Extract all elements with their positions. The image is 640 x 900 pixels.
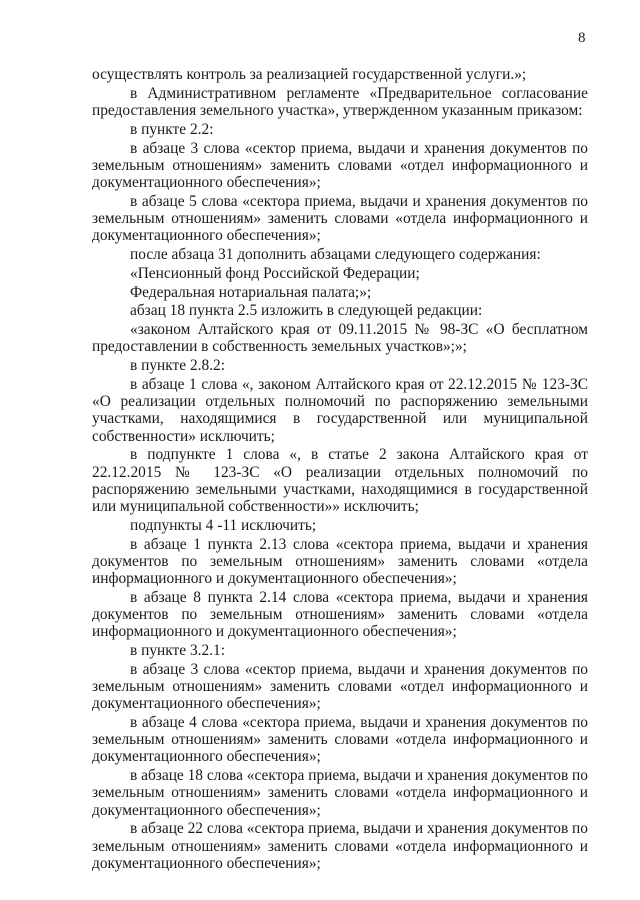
paragraph: в абзаце 18 слова «сектора приема, выдачи и хранения документов по земельным отношениям» заменить словами «отдела информационного и документационного обеспечения»;: [92, 767, 588, 819]
paragraph: в абзаце 8 пункта 2.14 слова «сектора приема, выдачи и хранения документов по земельным отношениям» заменить словами «отдела информационного и документационного обеспечения»;: [92, 588, 588, 641]
paragraph: в абзаце 1 пункта 2.13 слова «сектора приема, выдачи и хранения документов по земельным отношениям» заменить словами «отдела информационного и документационного обеспечения»;: [92, 535, 588, 587]
page-number: 8: [578, 30, 586, 46]
paragraph: в пункте 2.8.2:: [130, 357, 226, 375]
paragraph: в абзаце 3 слова «сектор приема, выдачи и хранения документов по земельным отношениям» заменить словами «отдел информационного и документационного обеспечения»;: [92, 139, 588, 191]
paragraph: в абзаце 22 слова «сектора приема, выдачи и хранения документов по земельным отношениям» заменить словами «отдела информационного и документационного обеспечения»;: [92, 820, 588, 872]
paragraph: осуществлять контроль за реализацией государственной услуги.»;: [92, 66, 527, 83]
paragraph: в абзаце 4 слова «сектора приема, выдачи и хранения документов по земельным отношениям» заменить словами «отдела информационного и документационного обеспечения»;: [92, 714, 588, 766]
paragraph: «законом Алтайского края от 09.11.2015 № 98-ЗС «О бесплатном предоставлении в собственность земельных участков»;»;: [92, 321, 588, 356]
paragraph: «Пенсионный фонд Российской Федерации;: [130, 264, 420, 282]
paragraph: в пункте 3.2.1:: [130, 642, 226, 659]
paragraph: в Административном регламенте «Предварительное согласование предоставления земельного участка», утвержденном указанным приказом:: [92, 84, 588, 119]
paragraph: в пункте 2.2:: [130, 120, 214, 138]
paragraph: в абзаце 1 слова «, законом Алтайского края от 22.12.2015 № 123-ЗС «О реализации отдельных полномочий по распоряжению земельными участками, находящимися в государственной или муниципальной собственности» исключить;: [92, 375, 588, 445]
paragraph: в абзаце 3 слова «сектор приема, выдачи и хранения документов по земельным отношениям» заменить словами «отдел информационного и документационного обеспечения»;: [92, 660, 588, 713]
paragraph: в абзаце 5 слова «сектора приема, выдачи и хранения документов по земельным отношениям» заменить словами «отдела информационного и документационного обеспечения»;: [92, 192, 588, 245]
paragraph: в подпункте 1 слова «, в статье 2 закона Алтайского края от 22.12.2015 № 123-ЗС «О реализации отдельных полномочий по распоряжению земельными участками, находящимися в государственной или муниципальной собственности»» исключить;: [92, 446, 588, 515]
paragraph: подпункты 4 -11 исключить;: [130, 516, 317, 534]
paragraph: после абзаца 31 дополнить абзацами следующего содержания:: [130, 246, 541, 263]
document-body: [92, 66, 588, 874]
paragraph: Федеральная нотариальная палата;»;: [130, 283, 372, 301]
paragraph: абзац 18 пункта 2.5 изложить в следующей редакции:: [130, 302, 483, 320]
